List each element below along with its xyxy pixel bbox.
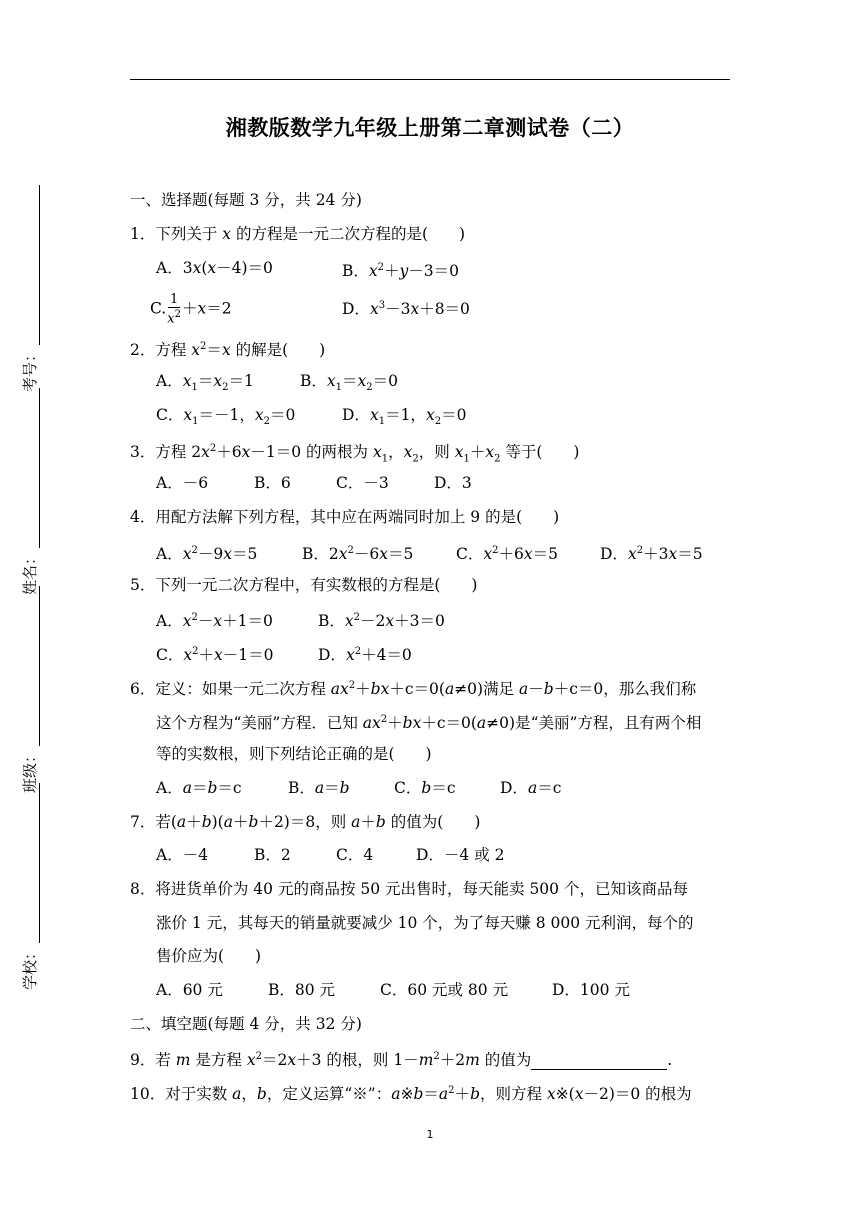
question-8-line-3: 售价应为( ) <box>156 947 262 965</box>
question-7-option-d: D．－4 或 2 <box>416 846 505 864</box>
question-6-line-1: 6．定义：如果一元二次方程 $ax^2+bx+c=0(a\ne 0)$满足 a－b＋c＝0，那么我们称 <box>130 680 697 699</box>
question-4-stem: 4．用配方法解下列方程，其中应在两端同时加上 9 的是( ) <box>130 508 560 526</box>
question-8-option-b: B．80 元 <box>268 981 336 999</box>
binding-margin <box>0 0 100 1216</box>
question-5-option-d: D．$x^2+4=0$ <box>318 646 412 665</box>
question-9: 9．若 m 是方程 $x^2=2x+3$ 的根，则 $1-m^2+2m$ 的值为 . <box>130 1051 673 1070</box>
question-6-line-2: 这个方程为“美丽”方程．已知 $ax^2+bx+c=0(a\ne 0)$是“美丽”方程，且有两个相 <box>156 714 702 733</box>
exam-number-field: 考号： <box>19 185 40 392</box>
question-4-option-d: D．$x^2+3x=5$ <box>600 545 703 564</box>
question-6-option-b: B．a＝b <box>288 779 350 797</box>
question-2-option-a: A．$x_1=x_2=1$ <box>156 372 254 394</box>
name-field: 姓名： <box>19 388 40 595</box>
page-number: 1 <box>426 1128 434 1141</box>
question-8-option-c: C．60 元或 80 元 <box>380 981 509 999</box>
question-7-option-c: C．4 <box>336 846 374 864</box>
section1-heading: 一、选择题(每题 3 分，共 24 分) <box>130 191 362 209</box>
question-2-stem: 2．方程 $x^2=x$ 的解是( ) <box>130 341 326 360</box>
question-8-line-1: 8．将进货单价为 40 元的商品按 50 元出售时，每天能卖 500 个，已知该商品每 <box>130 880 688 898</box>
question-6-option-a: A．a＝b＝c <box>156 779 242 797</box>
question-1-option-d: D．$x^3-3x+8=0$ <box>342 300 470 319</box>
question-5-option-a: A．$x^2-x+1=0$ <box>156 612 273 631</box>
header-rule <box>130 79 730 80</box>
question-8-option-a: A．60 元 <box>156 981 223 999</box>
question-5-stem: 5．下列一元二次方程中，有实数根的方程是( ) <box>130 576 478 594</box>
question-8-option-d: D．100 元 <box>552 981 630 999</box>
question-4-option-b: B．$2x^2-6x=5$ <box>302 545 414 564</box>
question-6-option-d: D．a＝c <box>500 779 562 797</box>
question-4-option-a: A．$x^2-9x=5$ <box>156 545 258 564</box>
question-7-stem: 7．若(a＋b)(a＋b＋2)＝8，则 a＋b 的值为( ) <box>130 813 481 831</box>
question-2-option-b: B．$x_1=x_2=0$ <box>300 372 399 394</box>
question-3-option-a: A．－6 <box>156 474 209 492</box>
question-2-option-c: C．$x_1=-1$，$x_2=0$ <box>156 406 296 428</box>
question-10: 10．对于实数 a，b，定义运算“※”：$a※b=a^2+b$，则方程 x※(x－2)＝0 的根为 <box>130 1085 692 1104</box>
section2-heading: 二、填空题(每题 4 分，共 32 分) <box>130 1015 362 1033</box>
question-7-option-b: B．2 <box>254 846 291 864</box>
question-3-stem: 3．方程 $2x^2+6x-1=0$ 的两根为 $x_1$，$x_2$，则 $x_1+x_2$ 等于( ) <box>130 443 580 465</box>
answer-blank[interactable] <box>531 1053 667 1070</box>
page-title: 湘教版数学九年级上册第二章测试卷（二） <box>225 116 635 140</box>
school-field: 学校： <box>19 783 40 990</box>
question-1-option-a: A．3x(x－4)＝0 <box>156 259 273 277</box>
question-6-line-3: 等的实数根，则下列结论正确的是( ) <box>156 745 432 763</box>
question-3-option-c: C．－3 <box>336 474 389 492</box>
question-8-line-2: 涨价 1 元，其每天的销量就要减少 10 个，为了每天赚 8 000 元利润，每个的 <box>156 914 694 932</box>
question-3-option-b: B．6 <box>254 474 291 492</box>
question-5-option-c: C．$x^2+x-1=0$ <box>156 646 274 665</box>
class-field: 班级： <box>19 586 40 793</box>
question-1-option-c: C. $\frac{1}{x^2}$ ＋x＝2 <box>150 292 232 327</box>
question-5-option-b: B．$x^2-2x+3=0$ <box>318 612 445 631</box>
question-6-option-c: C．b＝c <box>394 779 456 797</box>
question-2-option-d: D．$x_1=1$，$x_2=0$ <box>342 406 467 428</box>
question-3-option-d: D．3 <box>434 474 472 492</box>
question-7-option-a: A．－4 <box>156 846 209 864</box>
question-4-option-c: C．$x^2+6x=5$ <box>456 545 558 564</box>
question-1-stem: 1．下列关于 x 的方程是一元二次方程的是( ) <box>130 225 466 243</box>
question-1-option-b: B．$x^2+y-3=0$ <box>342 262 460 281</box>
